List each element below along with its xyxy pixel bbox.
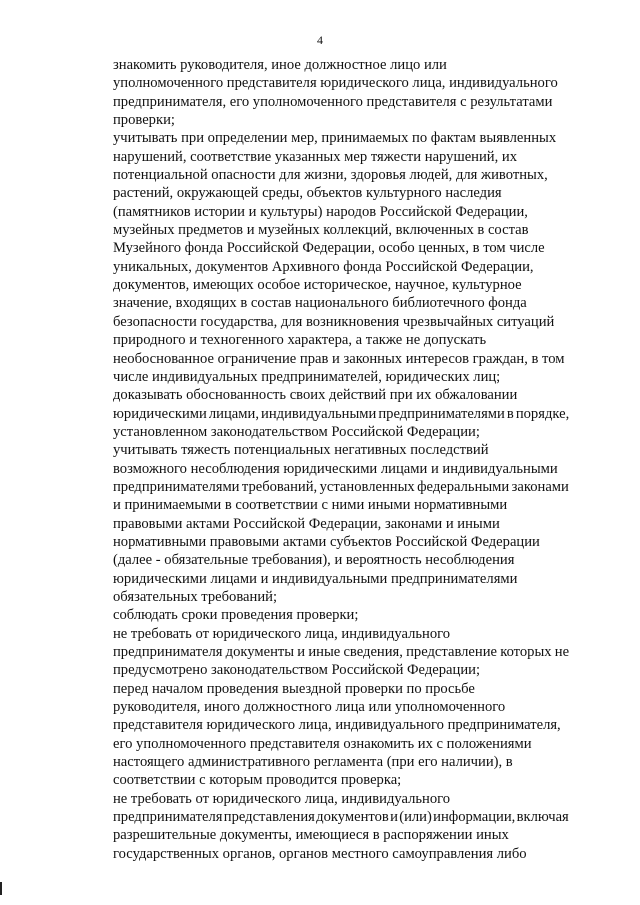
- paragraph-7: [113, 680, 569, 790]
- text-line: (далее - обязательные требования), и вероятность несоблюдения: [113, 552, 515, 569]
- text-line: государственных органов, органов местного самоуправления либо: [113, 845, 527, 862]
- page-number: 4: [317, 33, 323, 47]
- text-line: необоснованное ограничение прав и законных интересов граждан, в том: [113, 350, 565, 367]
- text-line: предусмотрено законодательством Российской Федерации;: [113, 662, 481, 679]
- text-line: учитывать тяжесть потенциальных негативных последствий: [113, 442, 489, 459]
- text-line: нормативными правовыми актами субъектов Российской Федерации: [113, 533, 540, 550]
- text-line: нарушений, соответствие указанных мер тяжести нарушений, их: [113, 148, 518, 165]
- text-line: юридическими лицами и индивидуальными предпринимателями: [113, 570, 518, 587]
- text-line: предпринимателя документы и иные сведения, представление которых не: [113, 644, 570, 660]
- text-line: возможного несоблюдения юридическими лицами и индивидуальными: [113, 460, 558, 477]
- text-line: перед началом проведения выездной проверки по просьбе: [113, 680, 475, 697]
- paragraph-1: [113, 56, 569, 129]
- paragraph-8: [113, 790, 569, 863]
- paragraph-4: [113, 441, 569, 606]
- paragraph-3: [113, 386, 569, 441]
- text-line: потенциальной опасности для жизни, здоровья людей, для животных,: [113, 167, 548, 184]
- text-line: (памятников истории и культуры) народов Российской Федерации,: [113, 203, 528, 220]
- scan-edge-mark: [0, 882, 2, 895]
- paragraph-2: [113, 129, 569, 386]
- text-line: не требовать от юридического лица, индивидуального: [113, 625, 451, 642]
- text-line: юридическими лицами, индивидуальными предпринимателями в порядке,: [113, 405, 570, 422]
- text-line: значение, входящих в состав национального библиотечного фонда: [113, 295, 527, 312]
- document-body: [113, 56, 569, 863]
- text-line: представителя юридического лица, индивидуального предпринимателя,: [113, 717, 561, 734]
- text-line: не требовать от юридического лица, индивидуального: [113, 790, 451, 807]
- text-line: числе индивидуальных предпринимателей, юридических лиц;: [113, 368, 501, 385]
- text-line: руководителя, иного должностного лица или уполномоченного: [113, 699, 506, 716]
- text-line: разрешительные документы, имеющиеся в распоряжении иных: [113, 827, 509, 844]
- text-line: природного и техногенного характера, а также не допускать: [113, 332, 487, 349]
- text-line: учитывать при определении мер, принимаемых по фактам выявленных: [113, 130, 557, 147]
- text-line: предпринимателя представления документов и (или) информации, включая: [113, 809, 569, 826]
- text-line: предпринимателя, его уполномоченного представителя с результатами: [113, 93, 553, 110]
- text-line: документов, имеющих особое историческое, научное, культурное: [113, 277, 522, 294]
- text-line: его уполномоченного представителя ознакомить их с положениями: [113, 735, 532, 752]
- text-line: уполномоченного представителя юридического лица, индивидуального: [113, 75, 558, 92]
- text-line: обязательных требований;: [113, 588, 278, 605]
- text-line: установленном законодательством Российской Федерации;: [113, 423, 480, 440]
- text-line: соблюдать сроки проведения проверки;: [113, 607, 359, 624]
- text-line: знакомить руководителя, иное должностное лицо или: [113, 57, 447, 73]
- paragraph-6: [113, 625, 569, 680]
- text-line: растений, окружающей среды, объектов культурного наследия: [113, 185, 502, 202]
- text-line: правовыми актами Российской Федерации, законами и иными: [113, 515, 500, 532]
- text-line: доказывать обоснованность своих действий при их обжаловании: [113, 387, 518, 404]
- text-line: музейных предметов и музейных коллекций, включенных в состав: [113, 222, 529, 239]
- text-line: безопасности государства, для возникновения чрезвычайных ситуаций: [113, 313, 555, 330]
- text-line: предпринимателями требований, установленных федеральными законами: [113, 478, 569, 495]
- text-line: уникальных, документов Архивного фонда Российской Федерации,: [113, 258, 534, 275]
- text-line: и принимаемыми в соответствии с ними иными нормативными: [113, 497, 508, 514]
- paragraph-5: [113, 606, 569, 624]
- text-line: настоящего административного регламента (при его наличии), в: [113, 754, 513, 771]
- text-line: соответствии с которым проводится проверка;: [113, 772, 402, 789]
- text-line: Музейного фонда Российской Федерации, особо ценных, в том числе: [113, 240, 545, 257]
- text-line: проверки;: [113, 112, 175, 129]
